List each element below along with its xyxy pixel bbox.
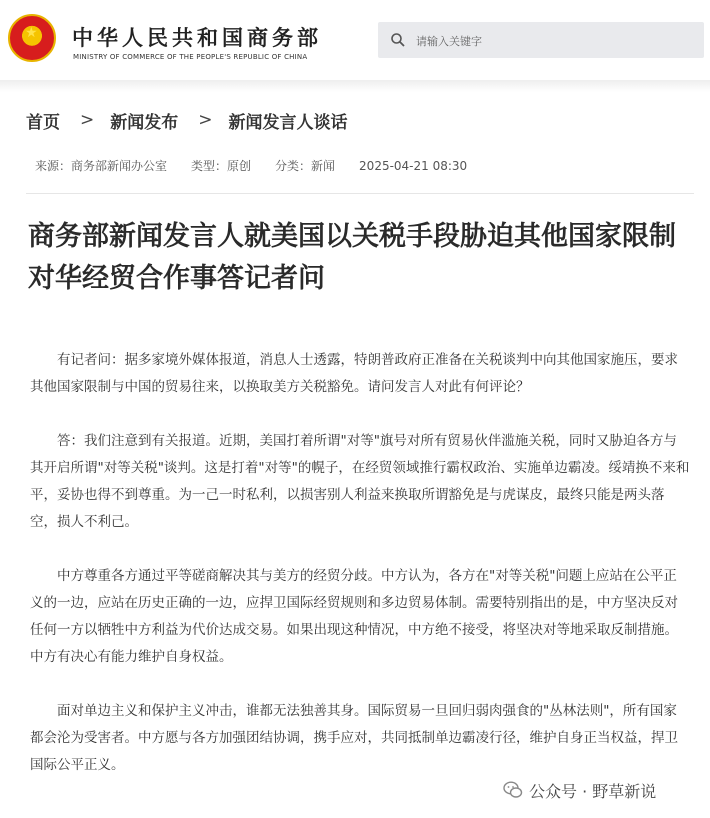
meta-source: 来源：商务部新闻办公室 <box>35 159 168 173</box>
divider <box>26 193 694 194</box>
meta-datetime: 2025-04-21 08:30 <box>359 159 468 173</box>
article-paragraph: 中方尊重各方通过平等磋商解决其与美方的经贸分歧。中方认为，各方在"对等关税"问题上应站在公平正义的一边，应站在历史正确的一边，应捍卫国际经贸规则和多边贸易体制。需要特别指出的是，中方坚决反对任何一方以牺牲中方利益为代价达成交易。如果出现这种情况，中方绝不接受，将坚决对等地采取反制措施。中方有决心有能力维护自身权益。 <box>30 568 678 665</box>
article-title: 商务部新闻发言人就美国以关税手段胁迫其他国家限制对华经贸合作事答记者问 <box>28 221 676 294</box>
article-paragraph: 面对单边主义和保护主义冲击，谁都无法独善其身。国际贸易一旦回归弱肉强食的"丛林法则"，所有国家都会沦为受害者。中方愿与各方加强团结协调，携手应对，共同抵制单边霸凌行径，维护自身正当权益，捍卫国际公平正义。 <box>30 703 678 773</box>
breadcrumb <box>26 108 348 132</box>
watermark <box>503 777 656 803</box>
site-header <box>0 0 710 80</box>
meta-category: 分类：新闻 <box>275 159 336 173</box>
site-title[interactable]: 中华人民共和国商务部 <box>72 25 322 50</box>
breadcrumb-news-release[interactable]: 新闻发布 <box>110 112 179 133</box>
search-input[interactable] <box>378 22 704 58</box>
star-icon: ★ <box>25 25 38 41</box>
chevron-right-icon: > <box>80 110 95 130</box>
national-emblem-logo[interactable] <box>8 14 56 62</box>
search-icon[interactable] <box>390 32 406 48</box>
breadcrumb-home[interactable]: 首页 <box>26 112 60 133</box>
article-paragraph: 答：我们注意到有关报道。近期，美国打着所谓"对等"旗号对所有贸易伙伴滥施关税，同时又胁迫各方与其开启所谓"对等关税"谈判。这是打着"对等"的幌子，在经贸领域推行霸权政治、实施单边霸凌。绥靖换不来和平，妥协也得不到尊重。为一己一时私利，以损害别人利益来换取所谓豁免是与虎谋皮，最终只能是两头落空，损人不利己。 <box>30 433 690 530</box>
wechat-icon <box>503 780 523 800</box>
meta-type: 类型：原创 <box>191 159 252 173</box>
article-body <box>30 347 690 806</box>
breadcrumb-spokesperson-talks[interactable]: 新闻发言人谈话 <box>228 112 348 133</box>
chevron-right-icon: > <box>198 110 213 130</box>
header-shadow <box>0 80 710 92</box>
article-paragraph: 有记者问：据多家境外媒体报道，消息人士透露，特朗普政府正准备在关税谈判中向其他国家施压，要求其他国家限制与中国的贸易往来，以换取美方关税豁免。请问发言人对此有何评论？ <box>30 352 678 395</box>
watermark-text: 公众号 · 野草新说 <box>529 781 657 801</box>
search-placeholder: 请输入关键字 <box>416 35 482 48</box>
site-subtitle: MINISTRY OF COMMERCE OF THE PEOPLE'S REPUBLIC OF CHINA <box>73 53 308 61</box>
article-meta <box>35 157 467 174</box>
